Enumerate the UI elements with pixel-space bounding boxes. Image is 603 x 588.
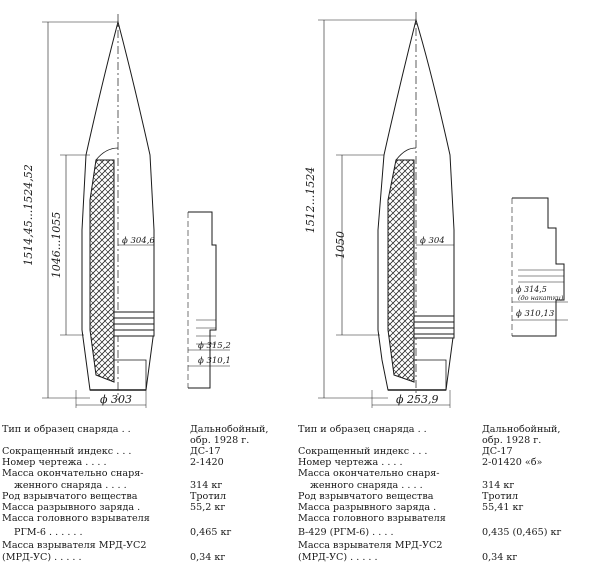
spec-label: женного снаряда . . . . [14, 480, 127, 491]
left-center-diameter: ϕ 304,6 [122, 236, 155, 246]
right-band-diameter-1-note: (до накатки) [518, 294, 564, 302]
spec-value: 314 кг [482, 480, 515, 491]
spec-value: 55,2 кг [190, 502, 226, 513]
spec-label: Масса разрывного заряда . [2, 502, 141, 513]
spec-label: Масса головного взрывателя [2, 513, 150, 524]
spec-label: В-429 (РГМ-6) . . . . [298, 527, 394, 538]
right-shell [318, 12, 454, 408]
spec-label: Масса разрывного заряда . [298, 502, 437, 513]
left-shell [42, 14, 154, 408]
right-base-diameter: ϕ 253,9 [396, 393, 439, 406]
spec-label: (МРД-УС) . . . . . [2, 552, 82, 563]
spec-label: (МРД-УС) . . . . . [298, 552, 378, 563]
spec-value: 55,41 кг [482, 502, 524, 513]
spec-value: Тротил [190, 491, 227, 502]
right-center-diameter: ϕ 304 [420, 236, 445, 246]
spec-value: 0,34 кг [190, 552, 226, 563]
spec-value: ДС-17 [482, 446, 513, 457]
spec-value: 0,435 (0,465) кг [482, 527, 562, 538]
spec-label: Тип и образец снаряда . . [298, 424, 427, 435]
spec-label: Род взрывчатого вещества [298, 491, 434, 502]
spec-value: Дальнобойный, [190, 424, 269, 435]
spec-value: обр. 1928 г. [190, 435, 250, 446]
spec-label: женного снаряда . . . . [310, 480, 423, 491]
right-spec-table [298, 424, 601, 584]
right-band-diameter-1: ϕ 314,5 [516, 285, 547, 294]
left-band-diameter-2: ϕ 310,1 [198, 356, 231, 366]
left-spec-table [2, 424, 292, 584]
spec-label: Сокращенный индекс . . . [298, 446, 428, 457]
right-overall-length: 1512...1524 [304, 166, 317, 234]
spec-value: 0,465 кг [190, 527, 232, 538]
spec-label: РГМ-6 . . . . . . [14, 527, 83, 538]
spec-label: Род взрывчатого вещества [2, 491, 138, 502]
left-body-length: 1046...1055 [50, 211, 63, 279]
spec-label: Масса взрывателя МРД-УС2 [298, 540, 443, 551]
left-band-diameter-1: ϕ 315,2 [198, 341, 231, 351]
spec-value: обр. 1928 г. [482, 435, 542, 446]
spec-label: Тип и образец снаряда . . [2, 424, 131, 435]
spec-value: 2-01420 «б» [482, 457, 543, 468]
right-band-diameter-2: ϕ 310,13 [516, 309, 555, 319]
spec-label: Масса окончательно снаря- [298, 468, 440, 479]
spec-value: ДС-17 [190, 446, 221, 457]
spec-label: Сокращенный индекс . . . [2, 446, 132, 457]
right-body-length: 1050 [334, 231, 347, 259]
spec-label: Масса головного взрывателя [298, 513, 446, 524]
spec-value: 0,34 кг [482, 552, 518, 563]
spec-label: Номер чертежа . . . . [298, 457, 403, 468]
spec-value: Дальнобойный, [482, 424, 561, 435]
spec-label: Масса взрывателя МРД-УС2 [2, 540, 147, 551]
spec-label: Номер чертежа . . . . [2, 457, 107, 468]
spec-value: Тротил [482, 491, 519, 502]
spec-label: Масса окончательно снаря- [2, 468, 144, 479]
left-base-diameter: ϕ 303 [100, 393, 132, 406]
left-explosive-cavity [90, 160, 114, 382]
spec-value: 2-1420 [190, 457, 224, 468]
right-explosive-cavity [388, 160, 414, 382]
left-overall-length: 1514,45...1524,52 [22, 164, 35, 266]
spec-value: 314 кг [190, 480, 223, 491]
